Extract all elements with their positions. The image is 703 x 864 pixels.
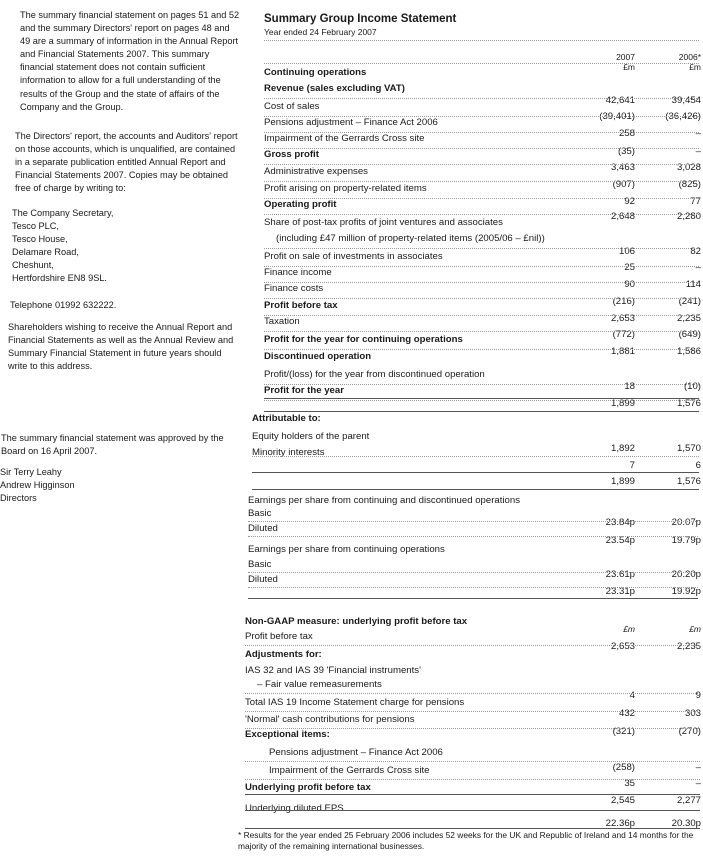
row-label: Pensions adjustment – Finance Act 2006 <box>264 117 438 128</box>
value-2006: 2,280 <box>676 211 701 222</box>
divider <box>248 521 698 522</box>
value-2007: 2,648 <box>610 211 635 222</box>
value-2007: 4 <box>629 690 635 701</box>
row-label: (including £47 million of property-related items (2005/06 – £nil)) <box>276 233 545 244</box>
row-label: Adjustments for: <box>245 649 322 660</box>
shareholders-paragraph: Shareholders wishing to receive the Annual Report and Financial Statements as well as the Annual Review and Summary Financial Statement in future years should write to this address. <box>8 322 234 372</box>
value-2006: 6 <box>695 460 701 471</box>
row-label: Impairment of the Gerrards Cross site <box>264 133 425 144</box>
divider <box>264 98 699 99</box>
value-2006: (825) <box>678 179 701 190</box>
divider <box>245 761 700 762</box>
divider <box>264 411 699 412</box>
divider <box>245 711 700 712</box>
address-line: Delamare Road, <box>12 247 79 258</box>
value-2006: 1,570 <box>676 443 701 454</box>
row-label: Gross profit <box>264 149 319 160</box>
row-label: Profit on sale of investments in associates <box>264 251 443 262</box>
value-2007: 23.61p <box>605 569 635 580</box>
row-label: Minority interests <box>252 447 325 458</box>
value-2006: 2,277 <box>676 795 701 806</box>
value-2006: 20.20p <box>671 569 701 580</box>
row-label: IAS 32 and IAS 39 'Financial instruments' <box>245 665 421 676</box>
directors-block <box>0 466 200 505</box>
divider <box>252 472 699 473</box>
value-2007: 106 <box>618 246 635 257</box>
value-2007: 432 <box>618 708 635 719</box>
directors-label: Directors <box>0 493 37 504</box>
directors-report-paragraph: The Directors' report, the accounts and Auditors' report on those accounts, which is unqualified, are contained in a separate publication entitled Annual Report and Financial Statements 2007. Copies may be obtained free of charge by writing to: <box>15 131 238 194</box>
value-2006: 1,586 <box>676 346 701 357</box>
unit-2006: £m <box>689 624 701 634</box>
divider <box>252 489 699 490</box>
value-2006: – <box>695 146 701 157</box>
value-2006: – <box>695 128 701 139</box>
divider <box>264 164 699 165</box>
divider <box>245 810 700 811</box>
telephone: Telephone 01992 632222. <box>10 300 117 310</box>
address-line: Hertfordshire EN8 9SL. <box>12 273 107 284</box>
address-block <box>12 207 232 286</box>
divider <box>252 456 699 457</box>
value-2007: 25 <box>624 262 635 273</box>
value-2006: 77 <box>690 196 701 207</box>
statement-title: Summary Group Income Statement <box>264 13 457 25</box>
row-label: Basic <box>248 508 272 519</box>
divider <box>264 349 699 350</box>
row-label: Underlying profit before tax <box>245 782 371 793</box>
divider <box>264 398 699 399</box>
divider <box>264 400 699 401</box>
row-label: Non-GAAP measure: underlying profit before tax <box>245 616 468 627</box>
divider <box>245 645 700 646</box>
value-2006: 2,235 <box>676 641 701 652</box>
value-2006: – <box>695 762 701 773</box>
statement-subtitle: Year ended 24 February 2007 <box>264 27 377 37</box>
value-2007: 22.36p <box>605 818 635 829</box>
value-2006: 39,454 <box>671 95 701 106</box>
row-label: Earnings per share from continuing and discontinued operations <box>248 495 520 506</box>
column-unit: £m <box>623 62 635 72</box>
total-2006: 1,576 <box>676 476 701 487</box>
divider <box>248 536 698 537</box>
value-2007: (907) <box>612 179 635 190</box>
row-label: Basic <box>248 559 272 570</box>
value-2006: 3,028 <box>676 162 701 173</box>
address-line: Cheshunt, <box>12 260 54 271</box>
value-2006: (649) <box>678 329 701 340</box>
value-2007: 35 <box>624 778 635 789</box>
value-2006: 2,235 <box>676 313 701 324</box>
row-label: Profit before tax <box>264 300 338 311</box>
value-2007: 2,653 <box>610 313 635 324</box>
value-2007: (35) <box>617 146 635 157</box>
row-label: Finance costs <box>264 283 324 294</box>
row-label: Profit for the year <box>264 385 344 396</box>
value-2006: (36,426) <box>665 111 701 122</box>
divider <box>264 298 699 299</box>
value-2006: (10) <box>683 381 701 392</box>
value-2007: (258) <box>612 762 635 773</box>
row-label: Profit before tax <box>245 631 313 642</box>
intro-paragraph: The summary financial statement on pages 51 and 52 and the summary Directors' report on pages 48 and 49 are a summary of information in the Annual Report and Financial Statements 2007. This summary financial statement does not contain sufficient information to allow for a full understanding of the results of the Group and the state of affairs of the Company and the Group. <box>20 10 240 112</box>
column-year: 2007 <box>616 52 635 62</box>
director-name: Sir Terry Leahy <box>0 467 62 477</box>
row-label: Discontinued operation <box>264 351 372 362</box>
divider <box>264 315 699 316</box>
value-2006: 9 <box>695 690 701 701</box>
value-2007: 23.54p <box>605 535 635 546</box>
unit-2007: £m <box>623 624 635 634</box>
row-label: Profit/(loss) for the year from discontinued operation <box>264 369 485 380</box>
divider <box>264 181 699 182</box>
value-2007: 42,641 <box>605 95 635 106</box>
row-label: Pensions adjustment – Finance Act 2006 <box>269 747 443 758</box>
row-label: Equity holders of the parent <box>252 431 370 442</box>
value-2007: 258 <box>618 128 635 139</box>
value-2007: (39,401) <box>599 111 635 122</box>
column-unit: £m <box>689 62 701 72</box>
row-label: Cost of sales <box>264 101 320 112</box>
value-2006: (270) <box>678 726 701 737</box>
row-label: Earnings per share from continuing operations <box>248 544 445 555</box>
value-2006: 303 <box>684 708 701 719</box>
address-line: Tesco PLC, <box>12 221 59 232</box>
value-2006: 114 <box>685 279 701 290</box>
row-label: Attributable to: <box>252 413 321 424</box>
value-2006: 20.07p <box>671 517 701 528</box>
total-2007: 1,899 <box>610 476 635 487</box>
row-label: Impairment of the Gerrards Cross site <box>269 765 430 776</box>
divider <box>264 148 699 149</box>
row-label: Total IAS 19 Income Statement charge for pensions <box>245 697 465 708</box>
value-2006: 20.30p <box>671 818 701 829</box>
column-header-2006 <box>641 52 701 72</box>
value-2007: 2,653 <box>610 641 635 652</box>
value-2007: 92 <box>624 196 635 207</box>
row-label: Exceptional items: <box>245 729 330 740</box>
row-label: Continuing operations <box>264 67 367 78</box>
row-label: Administrative expenses <box>264 166 368 177</box>
value-2006: 19.79p <box>671 535 701 546</box>
row-label: Underlying diluted EPS <box>245 803 344 814</box>
divider <box>264 248 699 249</box>
value-2007: 1,899 <box>610 398 635 409</box>
value-2007: 7 <box>629 460 635 471</box>
divider <box>264 214 699 215</box>
value-2006: – <box>695 778 701 789</box>
divider <box>264 331 699 332</box>
divider <box>245 693 700 694</box>
divider <box>248 598 698 599</box>
divider <box>264 40 699 41</box>
value-2006: – <box>695 262 701 273</box>
row-label: Diluted <box>248 574 278 585</box>
value-2007: 23.84p <box>605 517 635 528</box>
divider <box>245 828 700 829</box>
row-label: Revenue (sales excluding VAT) <box>264 83 405 94</box>
address-line: Tesco House, <box>12 234 68 245</box>
value-2007: 2,545 <box>610 795 635 806</box>
value-2006: 19.92p <box>671 586 701 597</box>
divider <box>264 63 699 64</box>
value-2007: 23.31p <box>605 586 635 597</box>
row-label: Finance income <box>264 267 332 278</box>
value-2007: 3,463 <box>610 162 635 173</box>
value-2006: 1,576 <box>676 398 701 409</box>
value-2006: 82 <box>690 246 701 257</box>
approval-paragraph: The summary financial statement was approved by the Board on 16 April 2007. <box>1 433 224 457</box>
row-label: Taxation <box>264 316 300 327</box>
address-line: The Company Secretary, <box>12 208 114 218</box>
row-label: Operating profit <box>264 199 337 210</box>
row-label: Diluted <box>248 523 278 534</box>
director-name: Andrew Higginson <box>0 480 75 491</box>
footnote: * Results for the year ended 25 February 2006 includes 52 weeks for the UK and Republic of Ireland and 14 months for the majority of the remaining international businesses. <box>238 830 694 851</box>
value-2007: (321) <box>612 726 635 737</box>
row-label: – Fair value remeasurements <box>257 679 382 690</box>
row-label: Profit for the year for continuing operations <box>264 334 463 345</box>
divider <box>248 587 698 588</box>
value-2007: 1,881 <box>610 346 635 357</box>
value-2007: 90 <box>624 279 635 290</box>
divider <box>264 282 699 283</box>
column-year: 2006* <box>678 52 701 62</box>
column-header-2007 <box>575 52 635 72</box>
divider <box>245 779 700 780</box>
value-2007: 1,892 <box>610 443 635 454</box>
value-2007: (772) <box>612 329 635 340</box>
row-label: Share of post-tax profits of joint ventures and associates <box>264 217 503 228</box>
value-2006: (241) <box>678 296 701 307</box>
divider <box>248 572 698 573</box>
row-label: 'Normal' cash contributions for pensions <box>245 714 415 725</box>
value-2007: (216) <box>612 296 635 307</box>
value-2007: 18 <box>624 381 635 392</box>
row-label: Profit arising on property-related items <box>264 183 427 194</box>
divider <box>245 794 700 795</box>
